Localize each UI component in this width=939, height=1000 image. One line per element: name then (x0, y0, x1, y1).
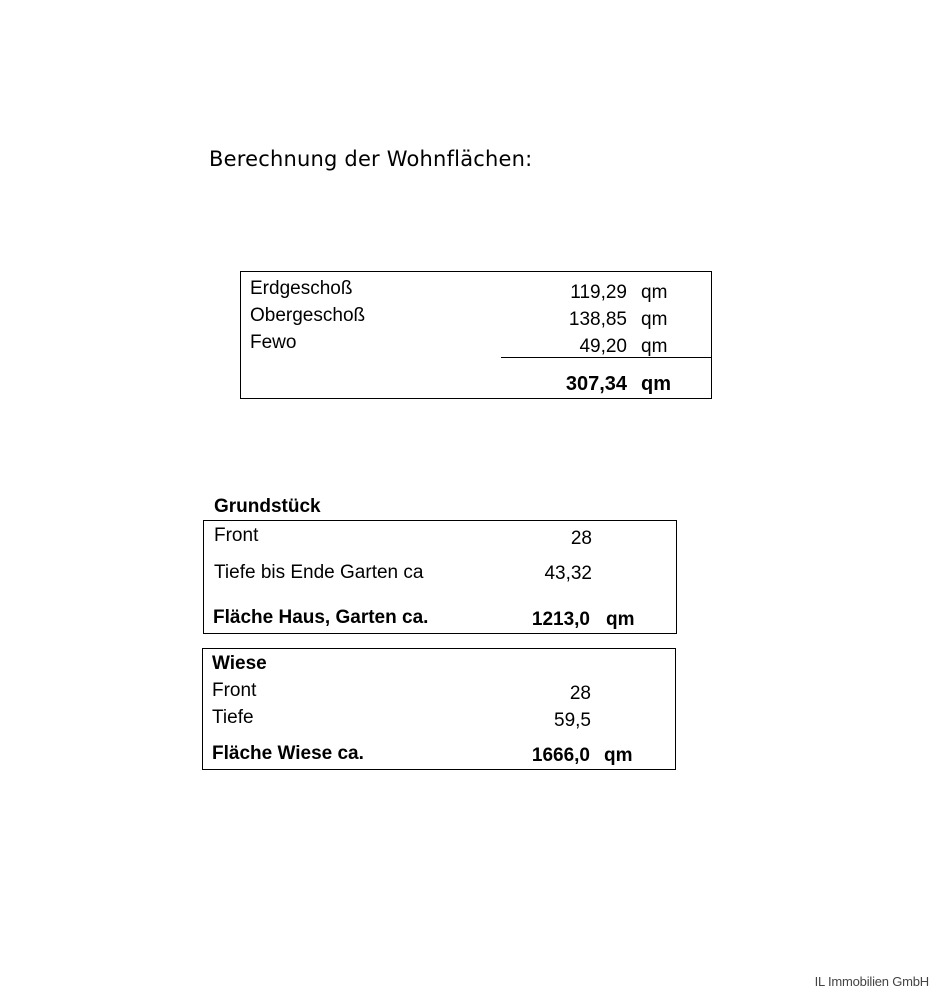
front-value: 28 (569, 683, 591, 704)
depth-value: 43,32 (544, 563, 592, 584)
depth-value: 59,5 (554, 710, 591, 731)
area-value: 1213,0 (531, 609, 590, 630)
area-unit: qm (604, 745, 633, 766)
sum-rule (501, 357, 711, 358)
row-value: 138,85 (568, 309, 627, 330)
row-label: Erdgeschoß (250, 278, 353, 299)
total-unit: qm (641, 373, 671, 395)
row-label: Obergeschoß (250, 305, 366, 326)
row-label: Fewo (250, 332, 297, 353)
front-value: 28 (570, 528, 592, 549)
page-title: Berechnung der Wohnflächen: (209, 147, 533, 171)
meadow-title: Wiese (212, 653, 267, 674)
plot-title: Grundstück (214, 496, 321, 517)
front-label: Front (212, 680, 257, 701)
row-unit: qm (641, 282, 668, 303)
area-unit: qm (606, 609, 635, 630)
depth-label: Tiefe bis Ende Garten ca (214, 562, 424, 583)
front-label: Front (214, 525, 259, 546)
area-label: Fläche Wiese ca. (212, 743, 364, 764)
area-label: Fläche Haus, Garten ca. (213, 607, 429, 628)
row-value: 49,20 (579, 336, 627, 357)
row-value: 119,29 (570, 282, 627, 303)
total-value: 307,34 (565, 373, 627, 395)
company-footer: IL Immobilien GmbH (814, 974, 929, 989)
row-unit: qm (641, 309, 668, 330)
row-unit: qm (641, 336, 668, 357)
area-value: 1666,0 (531, 745, 590, 766)
depth-label: Tiefe (212, 707, 254, 728)
